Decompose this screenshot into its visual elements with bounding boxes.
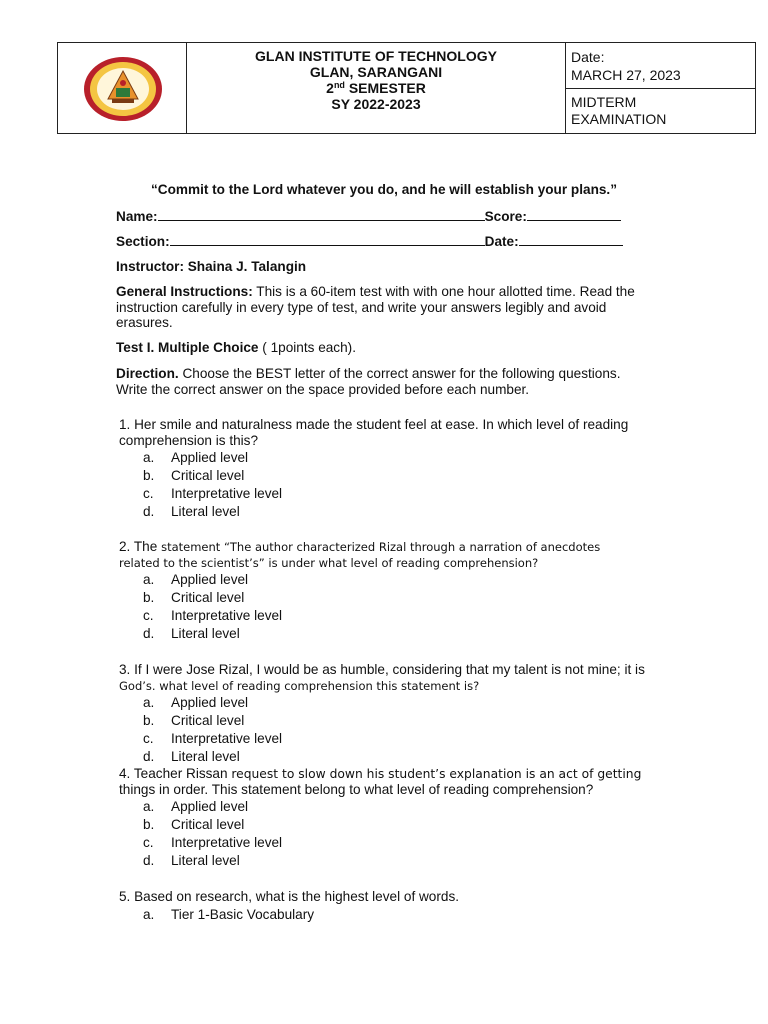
semester: 2nd SEMESTER [326, 80, 426, 96]
exam-date-label: Date: [571, 49, 605, 65]
question-1-option-b[interactable]: b. Critical level [143, 468, 245, 483]
score-blank[interactable] [527, 208, 621, 221]
direction-text: Choose the BEST letter of the correct answer for the following questions. [178, 366, 621, 381]
logo-cell [58, 43, 187, 133]
question-2-option-b[interactable]: b. Critical level [143, 590, 245, 605]
question-2 [119, 539, 679, 571]
question-4-line1: 4. Teacher Rissan request to slow down his student’s explanation is an act of getting [119, 766, 642, 781]
name-score-row [116, 208, 621, 225]
question-5-line1: 5. Based on research, what is the highest level of words. [119, 889, 460, 904]
date-label: Date: [484, 234, 519, 249]
exam-type-line2: EXAMINATION [571, 111, 667, 127]
exam-date-value: MARCH 27, 2023 [571, 67, 681, 83]
section-label: Section: [116, 234, 170, 249]
school-name: GLAN INSTITUTE OF TECHNOLOGY [255, 48, 497, 64]
question-5 [119, 889, 679, 905]
question-3-option-c[interactable]: c. Interpretative level [143, 731, 283, 746]
exam-type-line1: MIDTERM [571, 94, 637, 110]
exam-header [57, 42, 756, 134]
name-label: Name: [116, 209, 158, 224]
question-1-line2: comprehension is this? [119, 433, 259, 448]
question-4-option-a[interactable]: a. Applied level [143, 799, 249, 814]
section-blank[interactable] [170, 233, 485, 246]
school-location: GLAN, SARANGANI [309, 64, 443, 80]
section-date-row [116, 233, 623, 250]
question-2-option-d[interactable]: d. Literal level [143, 626, 240, 641]
question-2-option-c[interactable]: c. Interpretative level [143, 608, 283, 623]
question-2-option-a[interactable]: a. Applied level [143, 572, 249, 587]
direction [116, 366, 676, 397]
bible-verse: “Commit to the Lord whatever you do, and he will establish your plans.” [150, 182, 618, 197]
question-3-option-d[interactable]: d. Literal level [143, 749, 240, 764]
question-2-line2: related to the scientist’s” is under what level of reading comprehension? [119, 556, 539, 570]
exam-date-box [566, 43, 755, 89]
question-3-option-a[interactable]: a. Applied level [143, 695, 249, 710]
direction-line2: Write the correct answer on the space provided before each number. [116, 381, 530, 397]
general-instructions [116, 284, 676, 331]
general-instructions-line3: erasures. [116, 315, 173, 330]
school-year: SY 2022-2023 [331, 96, 421, 112]
question-4-option-c[interactable]: c. Interpretative level [143, 835, 283, 850]
question-3-line1: 3. If I were Jose Rizal, I would be as humble, considering that my talent is not mine; it is [119, 662, 645, 677]
date-blank[interactable] [519, 233, 623, 246]
question-4-option-d[interactable]: d. Literal level [143, 853, 240, 868]
question-1-option-c[interactable]: c. Interpretative level [143, 486, 283, 501]
question-3-option-b[interactable]: b. Critical level [143, 713, 245, 728]
question-3-line2: God’s. what level of reading comprehension this statement is? [119, 679, 480, 693]
question-1-line1: 1. Her smile and naturalness made the student feel at ease. In which level of reading [119, 417, 629, 432]
name-blank[interactable] [158, 208, 485, 221]
question-1-option-d[interactable]: d. Literal level [143, 504, 240, 519]
general-instructions-text: This is a 60-item test with with one hour allotted time. Read the [252, 284, 635, 299]
exam-meta-cell [566, 43, 755, 133]
question-4-line2: things in order. This statement belong to what level of reading comprehension? [119, 782, 594, 797]
question-1-option-a[interactable]: a. Applied level [143, 450, 249, 465]
school-seal-logo [82, 55, 164, 123]
school-info-cell [187, 43, 566, 133]
general-instructions-line2: instruction carefully in every type of test, and write your answers legibly and avoid [116, 299, 607, 315]
question-4 [119, 766, 679, 798]
instructor: Instructor: Shaina J. Talangin [116, 259, 307, 274]
test-title-label: Test I. Multiple Choice [116, 340, 259, 355]
direction-label: Direction. [116, 366, 179, 381]
exam-type-box [566, 89, 755, 133]
question-1 [119, 417, 679, 449]
score-label: Score: [484, 209, 527, 224]
test-title [116, 340, 356, 356]
question-5-option-a[interactable]: a. Tier 1-Basic Vocabulary [143, 907, 315, 922]
question-4-option-b[interactable]: b. Critical level [143, 817, 245, 832]
question-2-line1: 2. The statement “The author characterized Rizal through a narration of anecdotes [119, 539, 601, 554]
test-points: ( 1points each). [258, 340, 356, 355]
question-3 [119, 662, 679, 694]
general-instructions-label: General Instructions: [116, 284, 253, 299]
